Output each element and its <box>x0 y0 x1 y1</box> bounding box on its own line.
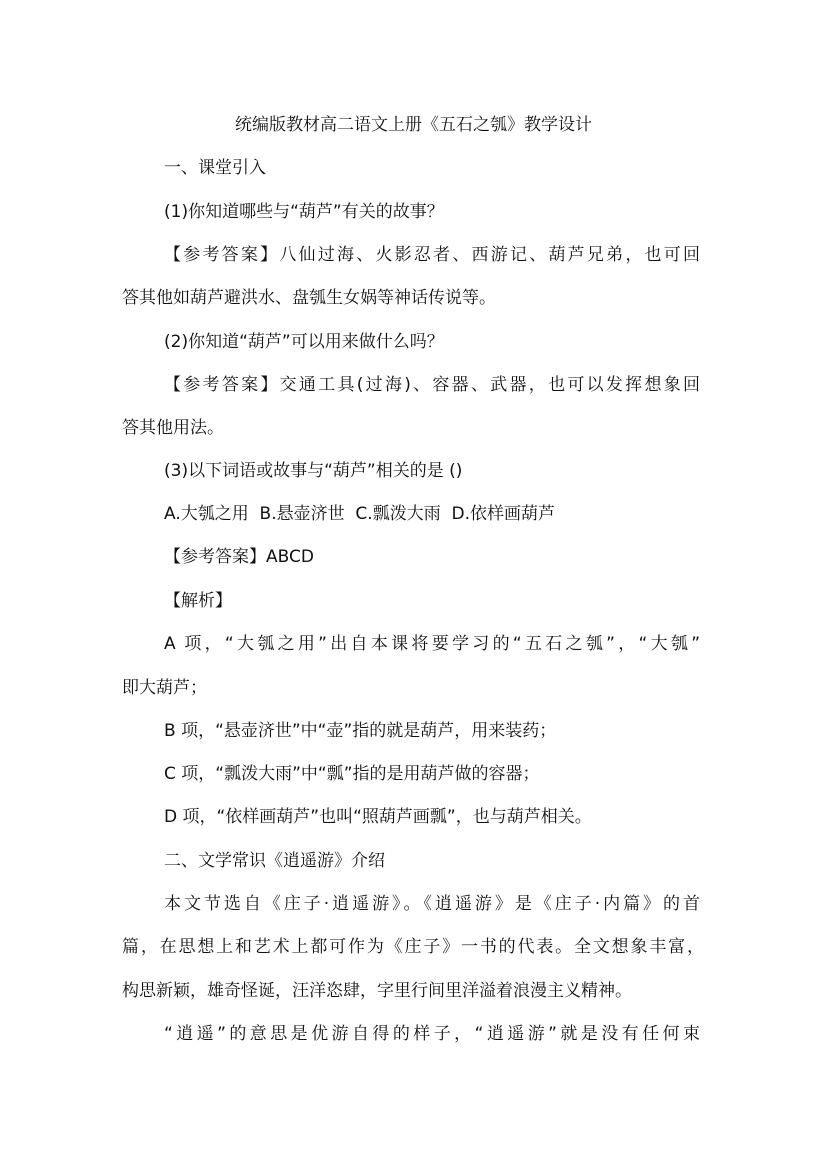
section-heading-intro: 一、课堂引入 <box>164 158 266 178</box>
intro-line-2: 篇，在思想上和艺术上都可作为《庄子》一书的代表。全文想象丰富， <box>122 937 704 957</box>
answer-2-line-2: 答其他用法。 <box>122 418 224 438</box>
question-3: (3)以下词语或故事与“葫芦”相关的是 () <box>164 461 463 481</box>
analysis-b: B 项，“悬壶济世”中“壶”指的就是葫芦，用来装药； <box>164 721 557 741</box>
intro-line-4: “逍遥”的意思是优游自得的样子，“逍遥游”就是没有任何束 <box>164 1024 700 1044</box>
question-3-options: A.大瓠之用 B.悬壶济世 C.瓢泼大雨 D.依样画葫芦 <box>164 504 555 524</box>
question-2: (2)你知道“葫芦”可以用来做什么吗？ <box>164 332 444 352</box>
section-heading-literature: 二、文学常识《逍遥游》介绍 <box>164 851 385 871</box>
answer-2-line-1: 【参考答案】交通工具(过海)、容器、武器，也可以发挥想象回 <box>164 375 700 395</box>
analysis-a-line-1: A 项，“大瓠之用”出自本课将要学习的“五石之瓠”，“大瓠” <box>164 634 700 654</box>
question-1: (1)你知道哪些与“葫芦”有关的故事？ <box>164 202 444 222</box>
intro-line-3: 构思新颖，雄奇怪诞，汪洋恣肆，字里行间里洋溢着浪漫主义精神。 <box>122 981 632 1001</box>
intro-line-1: 本文节选自《庄子·逍遥游》。《逍遥游》是《庄子·内篇》的首 <box>164 894 700 914</box>
analysis-c: C 项，“瓢泼大雨”中“瓢”指的是用葫芦做的容器； <box>164 764 540 784</box>
answer-3: 【参考答案】ABCD <box>164 547 314 567</box>
answer-1-line-1: 【参考答案】八仙过海、火影忍者、西游记、葫芦兄弟，也可回 <box>164 245 700 265</box>
analysis-a-line-2: 即大葫芦； <box>122 678 207 698</box>
analysis-label: 【解析】 <box>164 591 232 611</box>
answer-1-line-2: 答其他如葫芦避洪水、盘瓠生女娲等神话传说等。 <box>122 288 496 308</box>
analysis-d: D 项，“依样画葫芦”也叫“照葫芦画瓢”，也与葫芦相关。 <box>164 807 592 827</box>
document-title: 统编版教材高二语文上册《五石之瓠》教学设计 <box>235 115 592 135</box>
